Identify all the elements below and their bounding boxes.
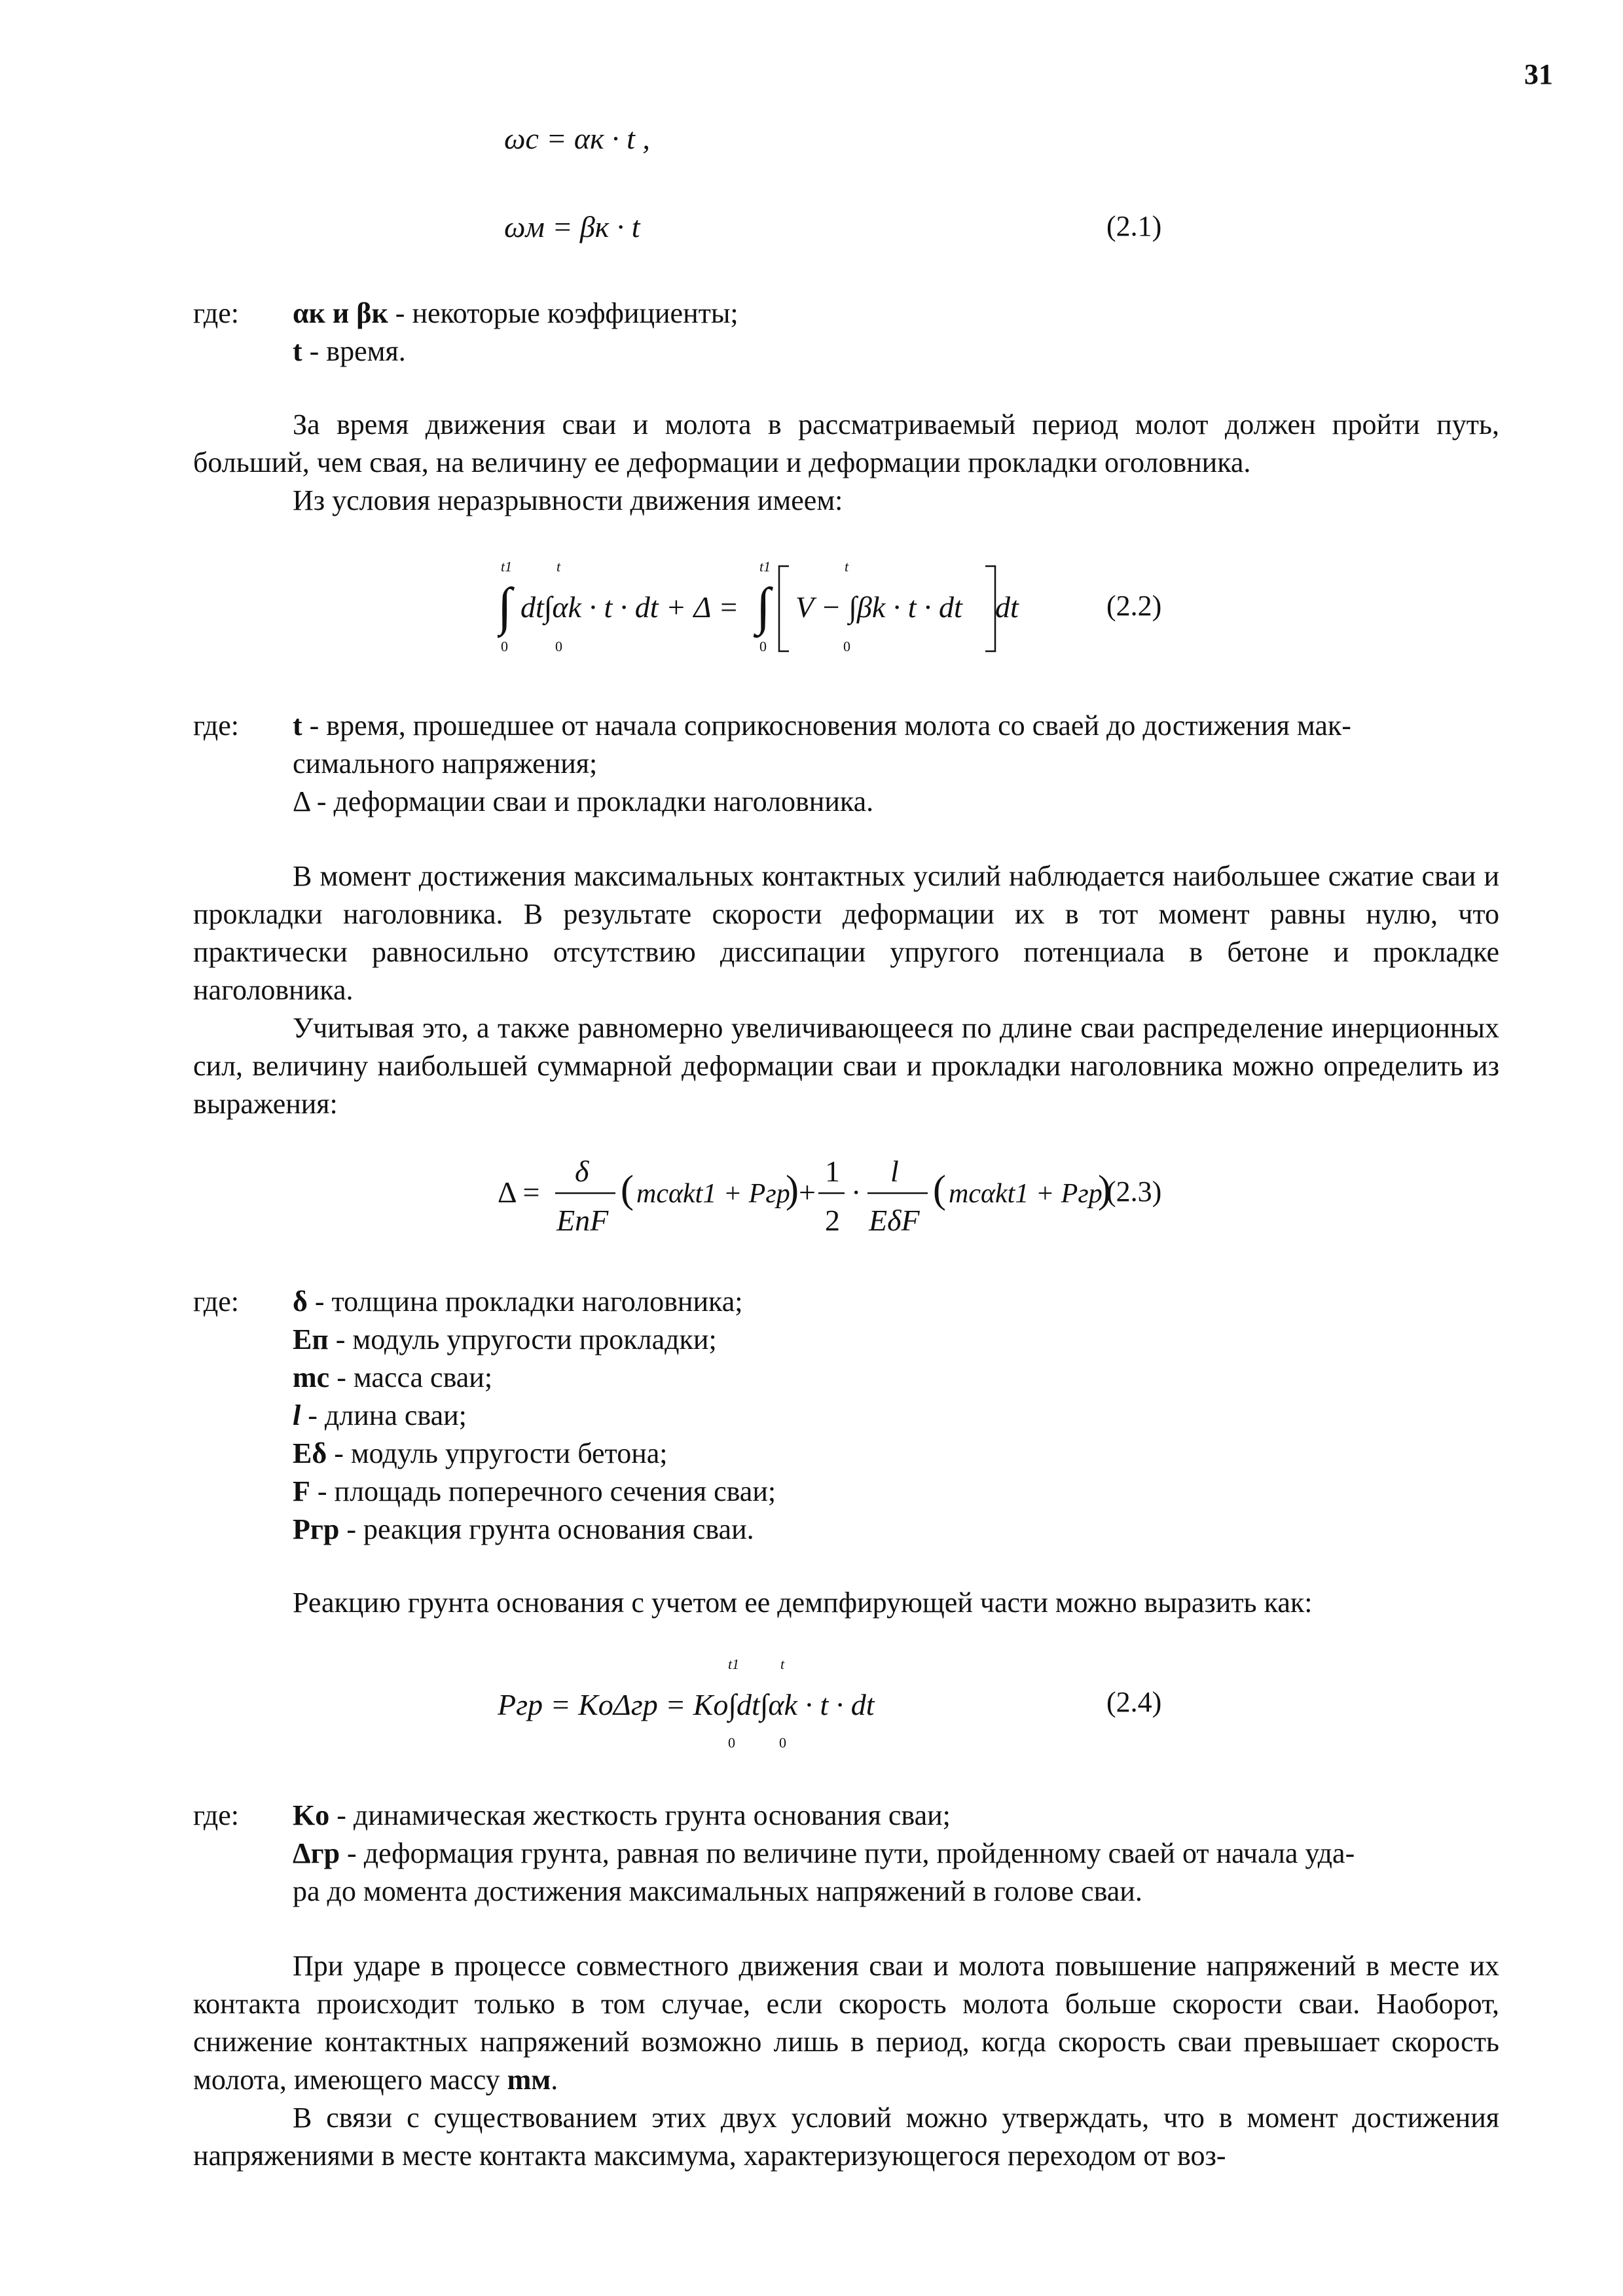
definition-item: Ko - динамическая жесткость грунта основания сваи;: [293, 1799, 951, 1831]
definition-item: δ - толщина прокладки наголовника;: [293, 1285, 743, 1318]
equation-2-4: [498, 1649, 1087, 1761]
definition-item-continued: симального напряжения;: [293, 747, 598, 780]
definition-item: l - длина сваи;: [293, 1399, 467, 1431]
definition-item: t - время, прошедшее от начала соприкосновения молота со сваей до достижения мак-: [293, 709, 1351, 742]
fraction-denominator: EnF: [556, 1204, 609, 1237]
fraction-numerator: δ: [575, 1155, 589, 1188]
equation-2-2: [498, 553, 1087, 664]
equation-2-1-line-2: ωм = βк · t: [504, 210, 640, 243]
where-label-3: где:: [193, 1285, 239, 1318]
integral-limit: t: [845, 558, 849, 575]
integral-limit: 0: [555, 638, 562, 655]
definition-item: Δгр - деформация грунта, равная по величине пути, пройденному сваей от начала уда-: [293, 1837, 1355, 1869]
equation-lhs: Δ =: [498, 1175, 540, 1209]
definition-item: Pгр - реакция грунта основания сваи.: [293, 1513, 754, 1545]
equation-number-2-3: (2.3): [1106, 1175, 1162, 1208]
paragraph-1: За время движения сваи и молота в рассматриваемый период молот должен пройти путь, больший, чем свая, на величину ее деформации и деформации прокладки оголовника.: [193, 408, 1499, 478]
definition-item-continued: ра до момента достижения максимальных напряжений в голове сваи.: [293, 1875, 1142, 1907]
integral-limit: 0: [728, 1734, 735, 1751]
paragraph-4: Учитывая это, а также равномерно увеличивающееся по длине сваи распределение инерционных сил, величину наибольшей суммарной деформации сваи и прокладки наголовника можно определить из выражения:: [193, 1012, 1499, 1120]
paragraph-5: Реакцию грунта основания с учетом ее демпфирующей части можно выразить как:: [293, 1587, 1313, 1619]
definition-item: Δ - деформации сваи и прокладки наголовника.: [293, 785, 874, 817]
equation-right-side: V − ∫βk · t · dt: [795, 590, 962, 624]
fraction-numerator: l: [890, 1155, 899, 1188]
integral-limit: 0: [779, 1734, 786, 1751]
equation-text: Pгр = KoΔгр = Ko∫dt∫αk · t · dt: [498, 1688, 875, 1721]
equation-tail: dt: [995, 590, 1019, 624]
left-paren: (: [933, 1168, 946, 1211]
definition-item: mс - масса сваи;: [293, 1361, 493, 1393]
equation-left-side: dt∫αk · t · dt + Δ =: [520, 590, 739, 624]
fraction-denominator: EδF: [869, 1204, 920, 1237]
equation-number-2-2: (2.2): [1106, 590, 1162, 622]
integral-sign: ∫: [756, 578, 771, 636]
equation-2-1-line-1: ωс = αк · t ,: [504, 122, 650, 155]
paragraph-6: При ударе в процессе совместного движения сваи и молота повышение напряжений в месте их контакта происходит только в том случае, если скорость молота больше скорости сваи. Наоборот, снижение контактных напряжений возможно лишь в период, когда скорость сваи превышает скорость молота, имеющего массу mм.: [193, 1950, 1499, 2096]
paragraph-7: В связи с существованием этих двух условий можно утверждать, что в момент достижения напряжениями в месте контакта максимума, характеризующегося переходом от воз-: [193, 2102, 1499, 2172]
definition-item: t - время.: [293, 335, 406, 367]
right-bracket: [985, 566, 995, 651]
paragraph-3: В момент достижения максимальных контактных усилий наблюдается наибольшее сжатие сваи и прокладки наголовника. В результате скорости деформации их в тот момент равны нулю, что практически равносильно отсутствию диссипации упругого потенциала в бетоне и прокладке наголовника.: [193, 860, 1499, 1006]
integral-limit: t1: [501, 558, 513, 575]
integral-limit: t1: [728, 1656, 740, 1672]
equation-number-2-1: (2.1): [1106, 210, 1162, 242]
right-paren: ): [1098, 1168, 1111, 1211]
integral-limit: 0: [501, 638, 508, 655]
page-number: 31: [1524, 58, 1553, 90]
definition-item: Eδ - модуль упругости бетона;: [293, 1437, 668, 1469]
integral-limit: t1: [759, 558, 771, 575]
integral-limit: 0: [759, 638, 767, 655]
where-label-4: где:: [193, 1799, 239, 1831]
where-label-1: где:: [193, 297, 239, 329]
integral-sign: ∫: [498, 578, 512, 636]
plus-sign: +: [799, 1175, 816, 1209]
equation-number-2-4: (2.4): [1106, 1686, 1162, 1718]
left-paren: (: [621, 1168, 634, 1211]
definition-item: αк и βк - некоторые коэффициенты;: [293, 297, 739, 329]
fraction-denominator: 2: [825, 1204, 840, 1237]
integral-limit: t: [556, 558, 561, 575]
integral-limit: 0: [843, 638, 850, 655]
multiply-dot: ·: [851, 1175, 862, 1209]
definition-item: F - площадь поперечного сечения сваи;: [293, 1475, 776, 1507]
fraction-numerator: 1: [825, 1155, 840, 1188]
paren-expression: mcαkt1 + Pгр: [636, 1179, 790, 1209]
definition-item: Eп - модуль упругости прокладки;: [293, 1323, 717, 1355]
paragraph-2: Из условия неразрывности движения имеем:: [293, 484, 843, 516]
integral-limit: t: [780, 1656, 785, 1672]
left-bracket: [779, 566, 789, 651]
right-paren: ): [786, 1168, 799, 1211]
paren-expression: mcαkt1 + Pгр: [949, 1179, 1103, 1209]
where-label-2: где:: [193, 709, 239, 742]
